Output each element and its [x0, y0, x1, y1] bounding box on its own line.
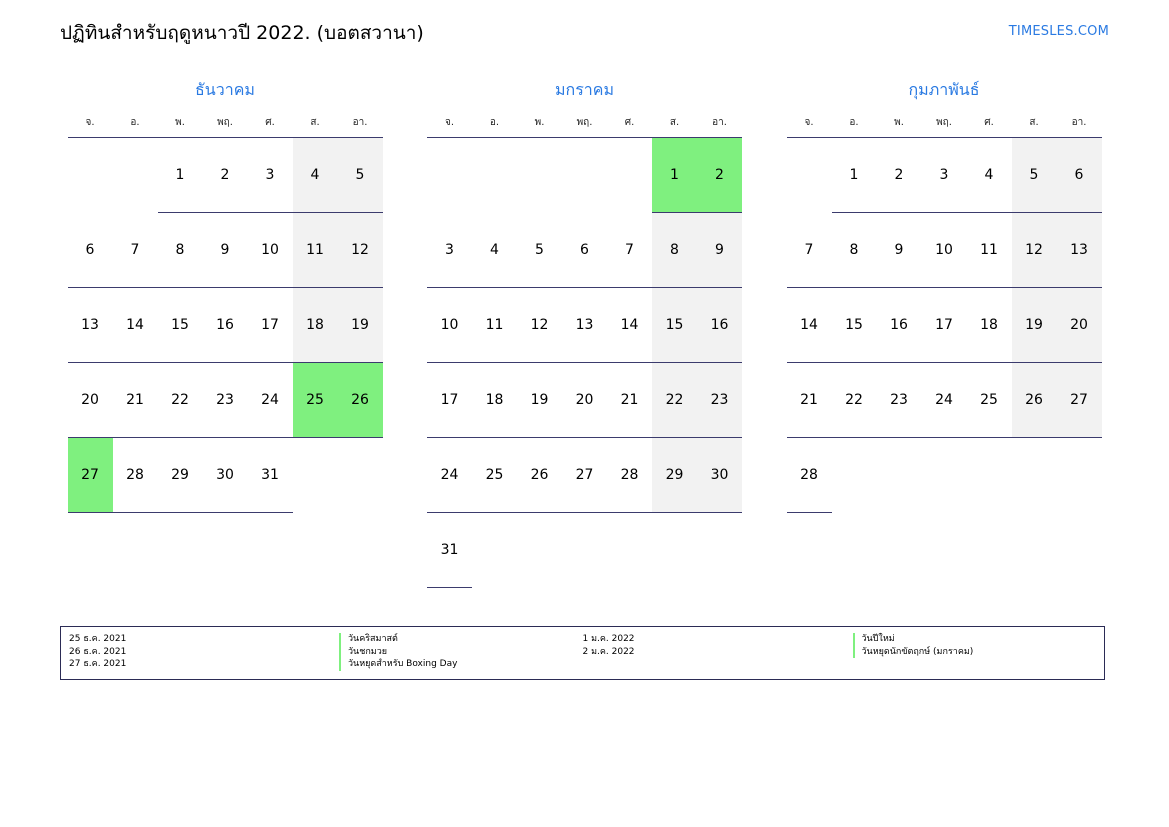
day-cell[interactable]: 23	[203, 363, 248, 438]
day-cell[interactable]: 9	[697, 213, 742, 288]
day-cell[interactable]: 29	[158, 438, 203, 513]
day-cell[interactable]: 5	[338, 138, 383, 213]
day-cell[interactable]: 27	[1057, 363, 1102, 438]
week-row	[427, 213, 742, 288]
day-cell[interactable]: 11	[967, 213, 1012, 288]
legend-date: 27 ธ.ค. 2021	[69, 659, 127, 669]
legend-date: 25 ธ.ค. 2021	[69, 634, 127, 644]
day-cell-empty	[472, 513, 517, 588]
day-cell[interactable]: 18	[472, 363, 517, 438]
day-cell-empty	[607, 138, 652, 213]
weekday-header: ศ.	[967, 112, 1012, 138]
day-cell[interactable]: 25	[293, 363, 338, 438]
day-cell[interactable]: 1	[832, 138, 877, 213]
day-cell[interactable]: 27	[68, 438, 113, 513]
day-cell[interactable]: 28	[113, 438, 158, 513]
week-row	[787, 438, 1102, 513]
day-cell[interactable]: 19	[1012, 288, 1057, 363]
day-cell[interactable]: 17	[248, 288, 293, 363]
month-table	[787, 112, 1102, 513]
day-cell[interactable]: 1	[158, 138, 203, 213]
day-cell[interactable]: 6	[562, 213, 607, 288]
day-cell-empty	[427, 138, 472, 213]
day-cell[interactable]: 28	[607, 438, 652, 513]
weekday-header: จ.	[427, 112, 472, 138]
legend-names-right	[853, 633, 1097, 671]
day-cell[interactable]: 22	[158, 363, 203, 438]
weekday-header: ส.	[293, 112, 338, 138]
day-cell[interactable]: 11	[293, 213, 338, 288]
day-cell-empty	[697, 513, 742, 588]
day-cell[interactable]: 4	[472, 213, 517, 288]
month-block	[779, 78, 1109, 588]
day-cell[interactable]: 3	[922, 138, 967, 213]
day-cell[interactable]: 15	[158, 288, 203, 363]
legend-holiday-name: วันคริสมาสต์	[339, 633, 583, 646]
day-cell[interactable]: 22	[652, 363, 697, 438]
day-cell[interactable]: 13	[562, 288, 607, 363]
day-cell[interactable]: 19	[517, 363, 562, 438]
day-cell-empty	[922, 438, 967, 513]
day-cell[interactable]: 20	[68, 363, 113, 438]
day-cell[interactable]: 18	[967, 288, 1012, 363]
week-row	[68, 213, 383, 288]
day-cell[interactable]: 25	[472, 438, 517, 513]
month-table	[68, 112, 383, 513]
weekday-header-row	[68, 112, 383, 138]
week-row	[68, 438, 383, 513]
day-cell-empty	[472, 138, 517, 213]
day-cell[interactable]: 26	[338, 363, 383, 438]
week-row	[427, 138, 742, 213]
day-cell-empty	[562, 138, 607, 213]
weekday-header: อา.	[1057, 112, 1102, 138]
day-cell[interactable]: 13	[1057, 213, 1102, 288]
weekday-header: จ.	[787, 112, 832, 138]
day-cell-empty	[113, 138, 158, 213]
day-cell[interactable]: 22	[832, 363, 877, 438]
day-cell[interactable]: 29	[652, 438, 697, 513]
day-cell[interactable]: 16	[877, 288, 922, 363]
day-cell-empty	[68, 138, 113, 213]
day-cell-empty	[652, 513, 697, 588]
day-cell[interactable]: 9	[203, 213, 248, 288]
day-cell[interactable]: 8	[158, 213, 203, 288]
page-title: ปฏิทินสำหรับฤดูหนาวปี 2022. (บอตสวานา)	[60, 22, 424, 44]
day-cell[interactable]: 10	[427, 288, 472, 363]
weekday-header: พ.	[158, 112, 203, 138]
day-cell[interactable]: 15	[652, 288, 697, 363]
day-cell[interactable]: 21	[113, 363, 158, 438]
legend-dates-right	[583, 633, 853, 671]
day-cell-empty	[293, 438, 338, 513]
day-cell[interactable]: 16	[697, 288, 742, 363]
legend-column-left	[69, 633, 583, 671]
day-cell[interactable]: 19	[338, 288, 383, 363]
week-row	[427, 438, 742, 513]
day-cell[interactable]: 9	[877, 213, 922, 288]
day-cell[interactable]: 12	[1012, 213, 1057, 288]
week-row	[427, 288, 742, 363]
legend-dates-left	[69, 633, 339, 671]
day-cell[interactable]: 14	[113, 288, 158, 363]
legend-column-right	[583, 633, 1097, 671]
day-cell[interactable]: 21	[607, 363, 652, 438]
day-cell[interactable]: 28	[787, 438, 832, 513]
weekday-header: ส.	[1012, 112, 1057, 138]
day-cell[interactable]: 27	[562, 438, 607, 513]
weekday-header-row	[427, 112, 742, 138]
weekday-header: อา.	[697, 112, 742, 138]
week-row	[68, 363, 383, 438]
day-cell[interactable]: 10	[248, 213, 293, 288]
day-cell[interactable]: 23	[697, 363, 742, 438]
week-row	[787, 138, 1102, 213]
day-cell[interactable]: 7	[607, 213, 652, 288]
day-cell-empty	[967, 438, 1012, 513]
day-cell[interactable]: 4	[967, 138, 1012, 213]
day-cell[interactable]: 3	[427, 213, 472, 288]
page-header	[60, 18, 1109, 48]
week-row	[427, 363, 742, 438]
weekday-header: อ.	[113, 112, 158, 138]
weekday-header: จ.	[68, 112, 113, 138]
legend-holiday-name: วันหยุดนักขัตฤกษ์ (มกราคม)	[853, 646, 1097, 659]
day-cell[interactable]: 8	[652, 213, 697, 288]
day-cell-empty	[1012, 438, 1057, 513]
day-cell[interactable]: 2	[203, 138, 248, 213]
week-row	[787, 288, 1102, 363]
week-row	[68, 138, 383, 213]
day-cell[interactable]: 31	[427, 513, 472, 588]
day-cell[interactable]: 1	[652, 138, 697, 213]
legend-date: 26 ธ.ค. 2021	[69, 646, 127, 657]
day-cell[interactable]: 5	[517, 213, 562, 288]
day-cell[interactable]: 5	[1012, 138, 1057, 213]
day-cell[interactable]: 30	[203, 438, 248, 513]
day-cell[interactable]: 23	[877, 363, 922, 438]
day-cell[interactable]: 4	[293, 138, 338, 213]
day-cell[interactable]: 30	[697, 438, 742, 513]
day-cell-empty	[607, 513, 652, 588]
weekday-header: อ.	[472, 112, 517, 138]
month-name: กุมภาพันธ์	[908, 80, 980, 99]
day-cell[interactable]: 15	[832, 288, 877, 363]
day-cell[interactable]: 12	[338, 213, 383, 288]
day-cell[interactable]: 3	[248, 138, 293, 213]
day-cell[interactable]: 12	[517, 288, 562, 363]
site-brand-link[interactable]: TIMESLES.COM	[1008, 24, 1109, 39]
day-cell[interactable]: 24	[427, 438, 472, 513]
day-cell-empty	[338, 438, 383, 513]
day-cell[interactable]: 10	[922, 213, 967, 288]
day-cell-empty	[517, 513, 562, 588]
day-cell[interactable]: 16	[203, 288, 248, 363]
legend-date: 1 ม.ค. 2022	[582, 634, 635, 644]
weekday-header: อา.	[338, 112, 383, 138]
day-cell[interactable]: 14	[607, 288, 652, 363]
day-cell[interactable]: 6	[68, 213, 113, 288]
day-cell[interactable]: 31	[248, 438, 293, 513]
day-cell[interactable]: 11	[472, 288, 517, 363]
weekday-header: พ.	[517, 112, 562, 138]
day-cell[interactable]: 17	[427, 363, 472, 438]
weekday-header: อ.	[832, 112, 877, 138]
month-block	[60, 78, 390, 588]
month-name: ธันวาคม	[195, 80, 255, 99]
day-cell-empty	[787, 138, 832, 213]
week-row	[68, 288, 383, 363]
month-block	[420, 78, 750, 588]
weekday-header: พฤ.	[922, 112, 967, 138]
day-cell[interactable]: 7	[787, 213, 832, 288]
day-cell[interactable]: 26	[1012, 363, 1057, 438]
legend-holiday-name	[853, 658, 1097, 671]
month-name: มกราคม	[554, 80, 615, 99]
day-cell-empty	[832, 438, 877, 513]
day-cell-empty	[1057, 438, 1102, 513]
month-table	[427, 112, 742, 588]
day-cell[interactable]: 2	[877, 138, 922, 213]
week-row	[787, 363, 1102, 438]
weekday-header: พฤ.	[562, 112, 607, 138]
day-cell[interactable]: 20	[1057, 288, 1102, 363]
weekday-header-row	[787, 112, 1102, 138]
calendar-months	[60, 78, 1109, 588]
legend-date	[583, 658, 853, 671]
day-cell[interactable]: 14	[787, 288, 832, 363]
day-cell[interactable]: 24	[248, 363, 293, 438]
day-cell-empty	[877, 438, 922, 513]
holiday-legend	[60, 626, 1105, 680]
day-cell[interactable]: 21	[787, 363, 832, 438]
day-cell[interactable]: 20	[562, 363, 607, 438]
day-cell[interactable]: 2	[697, 138, 742, 213]
day-cell[interactable]: 8	[832, 213, 877, 288]
weekday-header: ส.	[652, 112, 697, 138]
legend-holiday-name: วันปีใหม่	[853, 633, 1097, 646]
weekday-header: พฤ.	[203, 112, 248, 138]
week-row	[427, 513, 742, 588]
day-cell[interactable]: 13	[68, 288, 113, 363]
legend-names-left	[339, 633, 583, 671]
weekday-header: ศ.	[248, 112, 293, 138]
day-cell[interactable]: 26	[517, 438, 562, 513]
day-cell[interactable]: 6	[1057, 138, 1102, 213]
day-cell-empty	[562, 513, 607, 588]
legend-holiday-name: วันชกมวย	[339, 646, 583, 659]
day-cell-empty	[517, 138, 562, 213]
week-row	[787, 213, 1102, 288]
day-cell[interactable]: 7	[113, 213, 158, 288]
day-cell[interactable]: 18	[293, 288, 338, 363]
weekday-header: พ.	[877, 112, 922, 138]
day-cell[interactable]: 17	[922, 288, 967, 363]
day-cell[interactable]: 24	[922, 363, 967, 438]
weekday-header: ศ.	[607, 112, 652, 138]
legend-date: 2 ม.ค. 2022	[582, 646, 635, 657]
legend-holiday-name: วันหยุดสำหรับ Boxing Day	[339, 658, 583, 671]
day-cell[interactable]: 25	[967, 363, 1012, 438]
